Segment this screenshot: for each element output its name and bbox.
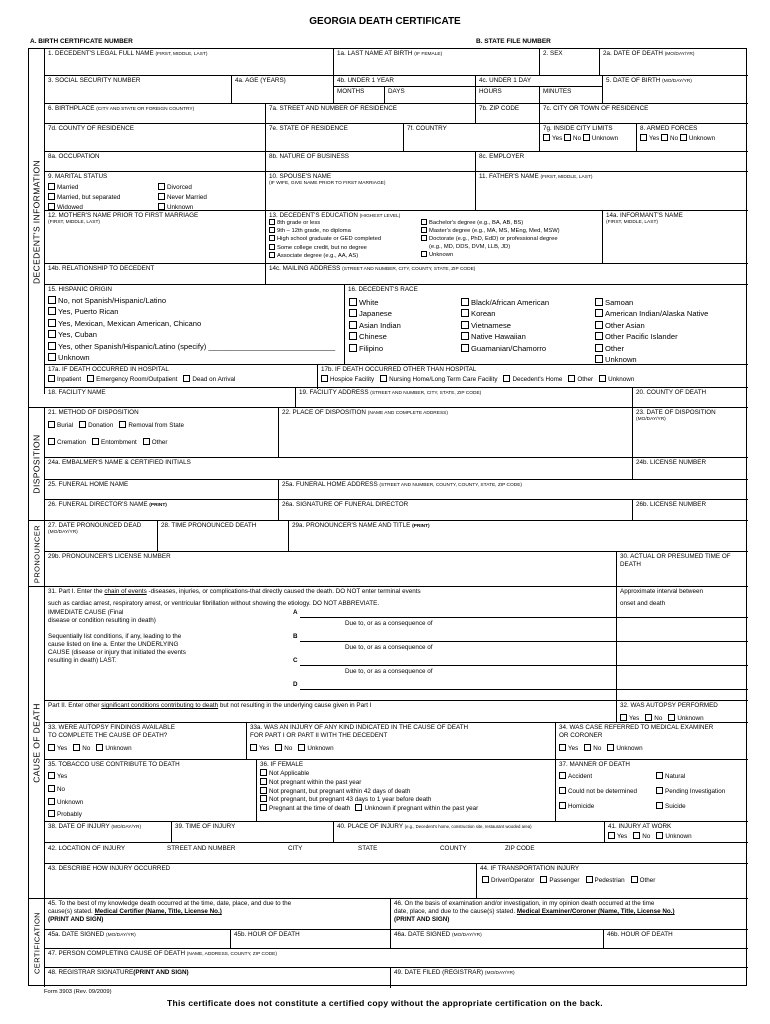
field-24a-embalmer[interactable]: 24a. EMBALMER'S NAME & CERTIFIED INITIALS [48, 459, 191, 466]
armed-unknown[interactable] [680, 134, 687, 141]
field-1-legal-name[interactable]: 1. DECEDENT'S LEGAL FULL NAME (FIRST, MIDDLE, LAST) [48, 50, 208, 57]
field-7e-state[interactable]: 7e. STATE OF RESIDENCE [265, 124, 403, 151]
side-label-decedent: DECEDENT'S INFORMATION [29, 49, 45, 394]
field-8c-employer[interactable]: 8c. EMPLOYER [475, 152, 748, 171]
field-43-describe-injury[interactable]: 43. DESCRIBE HOW INJURY OCCURRED [48, 865, 171, 872]
field-39-time-injury[interactable]: 39. TIME OF INJURY [171, 822, 333, 842]
facility-row [45, 387, 748, 407]
field-44-transportation[interactable]: 44. IF TRANSPORTATION INJURY Driver/Operator Passenger Pedestrian Other [476, 864, 748, 899]
certification-section [29, 898, 748, 987]
disposition-section [29, 407, 748, 520]
side-label-pronouncer: PRONOUNCER [29, 521, 45, 586]
field-29a-pronouncer-name[interactable]: 29a. PRONOUNCER'S NAME AND TITLE (PRINT) [288, 521, 748, 551]
field-4b-under-1-year[interactable]: 4b. UNDER 1 YEAR MONTHS DAYS [333, 76, 475, 103]
field-5-date-of-birth[interactable]: 5. DATE OF BIRTH (MO/DAY/YR) [602, 76, 748, 103]
birth-cert-label: A. BIRTH CERTIFICATE NUMBER [30, 38, 133, 45]
field-12-mother-name[interactable]: 12. MOTHER'S NAME PRIOR TO FIRST MARRIAGE (FIRST, MIDDLE, LAST) [48, 212, 199, 225]
field-49-date-filed[interactable]: 49. DATE FILED (REGISTRAR) (MO/DAY/YR) [390, 968, 748, 988]
field-28-time-pronounced[interactable]: 28. TIME PRONOUNCED DEATH [157, 521, 288, 551]
field-3-ssn[interactable]: 3. SOCIAL SECURITY NUMBER [48, 77, 141, 84]
form-title: GEORGIA DEATH CERTIFICATE [309, 16, 461, 27]
field-46-medical-examiner[interactable]: 46. On the basis of examination and/or investigation, in my opinion death occurred at the time date, place, and due to the cause(s) stated. Medical Examiner/Coroner (Name, Title, License No.) (PRINT AND SIGN) [390, 899, 748, 929]
field-40-place-injury[interactable]: 40. PLACE OF INJURY (e.g., Decedent's home, construction site, restaurant wooded area) [333, 822, 604, 842]
state-file-label: B. STATE FILE NUMBER [476, 38, 551, 45]
field-23-date-disposition[interactable]: 23. DATE OF DISPOSITION (MO/DAY/YR) [632, 408, 748, 457]
field-33-autopsy-findings[interactable]: 33. WERE AUTOPSY FINDINGS AVAILABLE TO COMPLETE THE CAUSE OF DEATH? Yes No Unknown [48, 724, 175, 752]
field-37-manner[interactable]: 37. MANNER OF DEATH Accident Natural Could not be determined Pending Investigation Homicide Suicide [555, 760, 748, 821]
field-10-spouse-name[interactable]: 10. SPOUSE'S NAME (IF WIFE, GIVE NAME PRIOR TO FIRST MARRIAGE) [265, 172, 475, 210]
field-45-medical-certifier[interactable]: 45. To the best of my knowledge death occurred at the time, date, place, and due to the cause(s) stated. Medical Certifier (Name, Title, License No.) (PRINT AND SIGN) [48, 900, 292, 923]
side-label-cause: CAUSE OF DEATH [29, 587, 45, 898]
field-1a-last-name-birth[interactable]: 1a. LAST NAME AT BIRTH (IF FEMALE) [333, 49, 539, 75]
field-25-funeral-home[interactable]: 25. FUNERAL HOME NAME [48, 481, 129, 488]
field-8a-occupation[interactable]: 8a. OCCUPATION [48, 153, 100, 160]
form-number: Form 3903 (Rev. 09/2009) [44, 989, 112, 995]
field-8-armed-forces[interactable]: 8. ARMED FORCES Yes No Unknown [636, 124, 748, 151]
field-26b-license[interactable]: 26b. LICENSE NUMBER [632, 500, 748, 521]
field-36-if-female[interactable]: 36. IF FEMALE Not Applicable Not pregnant within the past year Not pregnant, but pregnant within 42 days of death Not pregnant, but pregnant 43 days to 1 year before death Pregnant at the time of death Unknown if pregnant within the past year [256, 760, 555, 821]
field-29b-pronouncer-license[interactable]: 29b. PRONOUNCER'S LICENSE NUMBER [48, 553, 171, 560]
field-42-location-injury[interactable]: 42. LOCATION OF INJURY STREET AND NUMBER CITY STATE COUNTY ZIP CODE [48, 845, 535, 852]
field-20-county-of-death[interactable]: 20. COUNTY OF DEATH [632, 388, 748, 407]
city-limits-no[interactable] [564, 134, 571, 141]
field-11-father-name[interactable]: 11. FATHER'S NAME (FIRST, MIDDLE, LAST) [475, 172, 748, 210]
decedent-section [29, 49, 748, 394]
disclaimer: This certificate does not constitute a certified copy without the appropriate certification on the back. [167, 998, 603, 1008]
field-31-part-2[interactable]: Part II. Enter other significant conditions contributing to death but not resulting in the underlying cause given in Part I [48, 702, 372, 709]
field-45b-hour-of-death[interactable]: 45b. HOUR OF DEATH [230, 930, 390, 948]
field-46a-date-signed[interactable]: 46a. DATE SIGNED (MO/DAY/YR) [390, 930, 603, 948]
field-13-education[interactable]: 13. DECEDENT'S EDUCATION (HIGHEST LEVEL) 8th grade or less 9th – 12th grade, no diploma High school graduate or GED completed Some college credit, but no degree Associate degree (e.g., AA, AS) Bachelor's degree (e.g., BA, AB, BS) Master's degree (e.g., MA, MS, MEng, Med, MSW) Doctorate (e.g., PhD, EdD) or professional degree (e.g., MD, DDS, DVM, LLB, JD) Unknown [265, 211, 602, 263]
field-26a-signature[interactable]: 26a. SIGNATURE OF FUNERAL DIRECTOR [278, 500, 632, 521]
city-limits-yes[interactable] [543, 134, 550, 141]
field-26-funeral-director[interactable]: 26. FUNERAL DIRECTOR'S NAME (PRINT) [48, 501, 167, 508]
field-46b-hour-of-death[interactable]: 46b. HOUR OF DEATH [603, 930, 748, 948]
field-22-place-disposition[interactable]: 22. PLACE OF DISPOSITION (NAME AND COMPLETE ADDRESS) [278, 408, 632, 457]
field-4c-under-1-day[interactable]: 4c. UNDER 1 DAY HOURS MINUTES [475, 76, 602, 103]
field-33a-injury[interactable]: 33a. WAS AN INJURY OF ANY KIND INDICATED IN THE CAUSE OF DEATH FOR PART I OR PART II WITH THE DECEDENT Yes No Unknown [246, 723, 555, 759]
pronouncer-section [29, 520, 748, 586]
field-48-registrar-signature[interactable]: 48. REGISTRAR SIGNATURE(PRINT AND SIGN) [48, 969, 189, 976]
field-30-time-of-death[interactable]: 30. ACTUAL OR PRESUMED TIME OF DEATH [616, 552, 748, 587]
field-27-date-pronounced[interactable]: 27. DATE PRONOUNCED DEAD (MO/DAY/YR) [48, 522, 142, 535]
armed-no[interactable] [661, 134, 668, 141]
field-7d-county[interactable]: 7d. COUNTY OF RESIDENCE [48, 125, 134, 132]
field-9-marital-status[interactable]: 9. MARITAL STATUS Married Married, but separated Widowed Divorced Never Married Unknown [48, 173, 207, 210]
field-7g-inside-city-limits[interactable]: 7g. INSIDE CITY LIMITS Yes No Unknown [539, 124, 636, 151]
field-47-person-completing[interactable]: 47. PERSON COMPLETING CAUSE OF DEATH (NAME, ADDRESS, COUNTY, ZIP CODE) [48, 950, 277, 957]
field-7b-zip[interactable]: 7b. ZIP CODE [475, 104, 539, 123]
field-19-facility-address[interactable]: 19. FACILITY ADDRESS (STREET AND NUMBER, CITY, STATE, ZIP CODE) [295, 388, 632, 407]
field-34-referred[interactable]: 34. WAS CASE REFERRED TO MEDICAL EXAMINER OR CORONER Yes No Unknown [555, 723, 748, 759]
field-4a-age[interactable]: 4a. AGE (YEARS) [231, 76, 333, 103]
side-label-certification: CERTIFICATION [29, 899, 45, 987]
field-35-tobacco[interactable]: 35. TOBACCO USE CONTRIBUTE TO DEATH Yes No Unknown Probably [48, 761, 180, 819]
field-17b-other-than-hospital[interactable]: 17b. IF DEATH OCCURRED OTHER THAN HOSPITAL Hospice Facility Nursing Home/Long Term Care Facility Decedent's Home Other Unknown [317, 365, 748, 389]
field-14b-relationship[interactable]: 14b. RELATIONSHIP TO DECEDENT [48, 265, 155, 272]
field-41-injury-at-work[interactable]: 41. INJURY AT WORK Yes No Unknown [604, 822, 748, 842]
field-45a-date-signed[interactable]: 45a. DATE SIGNED (MO/DAY/YR) [48, 931, 136, 938]
field-2a-date-of-death[interactable]: 2a. DATE OF DEATH (MO/DAY/YR) [599, 49, 748, 75]
field-6-birthplace[interactable]: 6. BIRTHPLACE (CITY AND STATE OR FOREIGN COUNTRY) [48, 105, 195, 112]
field-31-part-1[interactable]: 31. Part I. Enter the chain of events -diseases, injuries, or complications-that directly caused the death. DO NOT enter terminal events such as cardiac arrest, respiratory arrest, or ventricular fibrillation without showing the etiology. DO NOT ABBREVIATE. IMMEDIATE CAUSE (Final disease or condition resulting in death) Sequentially list conditions, if any, leading to the cause listed on line a. Enter the UNDERLYING CAUSE (disease or injury that initiated the events resulting in death) LAST. A Due to, or as a consequence of B Due to, or as a consequence of C Due to, or as a consequence of D [45, 587, 616, 700]
field-7f-country[interactable]: 7f. COUNTRY [403, 124, 539, 151]
city-limits-unknown[interactable] [583, 134, 590, 141]
field-15-hispanic-origin[interactable]: 15. HISPANIC ORIGIN No, not Spanish/Hispanic/Latino Yes, Puerto Rican Yes, Mexican, Mexican American, Chicano Yes, Cuban Yes, other Spanish/Hispanic/Latino (specify) ______________________________ Unknown [48, 286, 336, 363]
cause-section [29, 586, 748, 898]
field-14c-mailing-address[interactable]: 14c. MAILING ADDRESS (STREET AND NUMBER, CITY, COUNTY, STATE, ZIP CODE) [265, 264, 748, 284]
field-8b-nature-business[interactable]: 8b. NATURE OF BUSINESS [265, 152, 475, 171]
field-25a-funeral-address[interactable]: 25a. FUNERAL HOME ADDRESS (STREET AND NUMBER, COUNTY, COUNTY, STATE, ZIP CODE) [278, 480, 748, 499]
field-31-intervals[interactable]: Approximate interval between onset and death [616, 587, 748, 700]
field-38-date-injury[interactable]: 38. DATE OF INJURY (MO/DAY/YR) [48, 823, 142, 830]
field-32-autopsy[interactable]: 32. WAS AUTOPSY PERFORMED Yes No Unknown [616, 701, 748, 722]
field-7a-street[interactable]: 7a. STREET AND NUMBER OF RESIDENCE [265, 104, 475, 123]
side-label-disposition: DISPOSITION [29, 408, 45, 520]
field-14a-informant[interactable]: 14a. INFORMANT'S NAME (FIRST, MIDDLE, LAST) [602, 211, 748, 263]
field-17a-hospital[interactable]: 17a. IF DEATH OCCURRED IN HOSPITAL Inpatient Emergency Room/Outpatient Dead on Arrival [48, 366, 236, 383]
field-16-race[interactable]: 16. DECEDENT'S RACE White Japanese Asian Indian Chinese Filipino Black/African American Korean Vietnamese Native Hawaiian Guamanian/Chamorro Samoan American Indian/Alaska Native Other Asian Other Pacific Islander Other Unknown [344, 285, 748, 364]
field-18-facility-name[interactable]: 18. FACILITY NAME [48, 389, 106, 396]
field-2-sex[interactable]: 2. SEX [539, 49, 599, 75]
field-24b-license[interactable]: 24b. LICENSE NUMBER [632, 458, 748, 479]
death-certificate-form [28, 48, 747, 986]
field-21-method-disposition[interactable]: 21. METHOD OF DISPOSITION Burial Donation Removal from State Cremation Entombment Other [48, 409, 184, 446]
armed-yes[interactable] [640, 134, 647, 141]
field-7c-city[interactable]: 7c. CITY OR TOWN OF RESIDENCE [539, 104, 748, 123]
